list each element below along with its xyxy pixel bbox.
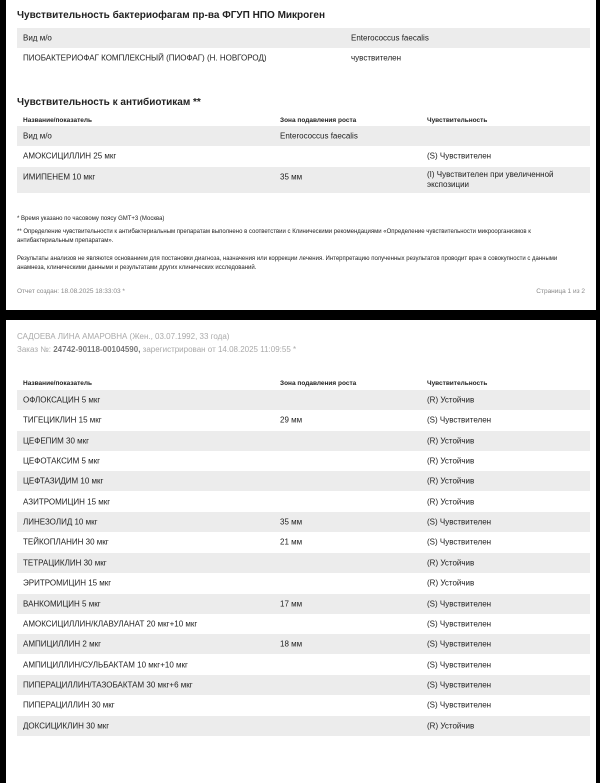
table-row bbox=[17, 512, 590, 532]
row-sensitivity: (R) Устойчив bbox=[427, 436, 475, 446]
table-row bbox=[17, 471, 590, 491]
table-row bbox=[17, 573, 590, 593]
table-row bbox=[17, 675, 590, 695]
row-name: АМОКСИЦИЛЛИН/КЛАВУЛАНАТ 20 мкг+10 мкг bbox=[23, 619, 198, 629]
row-sensitivity: (S) Чувствителен bbox=[427, 680, 492, 690]
phage-row-name: ПИОБАКТЕРИОФАГ КОМПЛЕКСНЫЙ (ПИОФАГ) (Н. НОВГОРОД) bbox=[23, 53, 267, 63]
row-sensitivity: (R) Устойчив bbox=[427, 395, 475, 405]
row-sensitivity: (S) Чувствителен bbox=[427, 537, 492, 547]
order-registered: зарегистрирован от 14.08.2025 11:09:55 * bbox=[140, 345, 297, 354]
row-name: АМПИЦИЛЛИН/СУЛЬБАКТАМ 10 мкг+10 мкг bbox=[23, 660, 188, 670]
row-sensitivity: (S) Чувствителен bbox=[427, 639, 492, 649]
row-name: ЦЕФОТАКСИМ 5 мкг bbox=[23, 456, 101, 466]
table-row bbox=[17, 614, 590, 634]
header-zone: Зона подавления роста bbox=[280, 117, 357, 124]
footnote-guidelines: ** Определение чувствительности к антибактериальным препаратам выполнено в соответствии с Клиническими рекомендациями «Определение чувствительности микроорганизмов к антибактериальным препаратам». bbox=[17, 229, 531, 244]
row-name: ЦЕФТАЗИДИМ 10 мкг bbox=[23, 476, 104, 486]
table-row bbox=[17, 695, 590, 715]
row-name: ПИПЕРАЦИЛЛИН 30 мкг bbox=[23, 700, 115, 710]
row-name: ЦЕФЕПИМ 30 мкг bbox=[23, 436, 90, 446]
row-name: ПИПЕРАЦИЛЛИН/ТАЗОБАКТАМ 30 мкг+6 мкг bbox=[23, 680, 193, 690]
row-name: ИМИПЕНЕМ 10 мкг bbox=[23, 172, 96, 182]
row-name: ДОКСИЦИКЛИН 30 мкг bbox=[23, 721, 110, 731]
order-number: 24742-90118-00104590, bbox=[53, 345, 141, 354]
row-sensitivity: (R) Устойчив bbox=[427, 721, 475, 731]
row-name: ВАНКОМИЦИН 5 мкг bbox=[23, 599, 101, 608]
table-row bbox=[17, 532, 590, 552]
row-zone: 17 мм bbox=[280, 599, 303, 608]
table-row bbox=[17, 390, 590, 410]
header-zone: Зона подавления роста bbox=[280, 380, 357, 387]
table-row bbox=[17, 634, 590, 654]
row-name: АМОКСИЦИЛЛИН 25 мкг bbox=[23, 151, 117, 161]
row-name: ТЕЙКОПЛАНИН 30 мкг bbox=[23, 537, 109, 547]
row-name: ТЕТРАЦИКЛИН 30 мкг bbox=[23, 558, 107, 568]
header-sensitivity: Чувствительность bbox=[427, 117, 488, 124]
row-zone: 35 мм bbox=[280, 517, 303, 527]
row-name: ОФЛОКСАЦИН 5 мкг bbox=[23, 395, 101, 405]
header-name: Название/показатель bbox=[23, 117, 93, 124]
phage-section-title: Чувствительность бактериофагам пр-ва ФГУП НПО Микроген bbox=[17, 10, 326, 21]
phage-row-value: Enterococcus faecalis bbox=[351, 33, 429, 43]
table-row bbox=[17, 126, 590, 146]
phage-row-name: Вид м/о bbox=[23, 33, 52, 43]
table-row bbox=[17, 594, 590, 614]
phage-row-value: чувствителен bbox=[351, 53, 402, 63]
row-sensitivity: (R) Устойчив bbox=[427, 497, 475, 507]
phage-row bbox=[17, 48, 590, 68]
row-sensitivity: (S) Чувствителен bbox=[427, 700, 492, 710]
row-sensitivity: (S) Чувствителен bbox=[427, 660, 492, 670]
row-sensitivity: (S) Чувствителен bbox=[427, 599, 492, 608]
order-label: Заказ №: bbox=[17, 345, 54, 354]
row-sensitivity: (R) Устойчив bbox=[427, 476, 475, 486]
row-zone: 29 мм bbox=[280, 415, 303, 425]
row-sensitivity: (S) Чувствителен bbox=[427, 517, 492, 527]
report-page-1 bbox=[6, 0, 596, 310]
row-sensitivity: (R) Устойчив bbox=[427, 578, 475, 588]
row-zone: 35 мм bbox=[280, 172, 303, 182]
table-row bbox=[17, 716, 590, 736]
row-name: Вид м/о bbox=[23, 131, 52, 141]
table-row bbox=[17, 553, 590, 573]
row-sensitivity: (R) Устойчив bbox=[427, 456, 475, 466]
phage-row bbox=[17, 28, 590, 48]
row-sensitivity: (S) Чувствителен bbox=[427, 619, 492, 629]
disclaimer: Результаты анализов не являются основанием для постановки диагноза, назначения или коррекции лечения. Интерпретацию полученных результатов проводит врач в совокупности с данными анамнеза, клиническими данными и результатами других клинических исследований. bbox=[17, 256, 558, 271]
row-zone: Enterococcus faecalis bbox=[280, 131, 358, 141]
report-created: Отчет создан: 18.08.2025 18:33:03 * bbox=[17, 288, 125, 295]
report-page-2 bbox=[6, 320, 596, 783]
row-name: АМПИЦИЛЛИН 2 мкг bbox=[23, 639, 102, 649]
footnote-timezone: * Время указано по часовому поясу GMT+3 (Москва) bbox=[17, 216, 165, 222]
row-name: ТИГЕЦИКЛИН 15 мкг bbox=[23, 415, 102, 425]
table-row bbox=[17, 146, 590, 166]
table-row bbox=[17, 655, 590, 675]
row-sensitivity: (I) Чувствителен при увеличенной экспозиции bbox=[427, 170, 554, 189]
antibiotic-section-title: Чувствительность к антибиотикам ** bbox=[17, 97, 201, 108]
row-sensitivity: (S) Чувствителен bbox=[427, 415, 492, 425]
row-zone: 18 мм bbox=[280, 639, 303, 649]
order-info bbox=[17, 345, 296, 354]
table-row bbox=[17, 492, 590, 512]
table-row bbox=[17, 410, 590, 430]
table-row bbox=[17, 431, 590, 451]
row-zone: 21 мм bbox=[280, 537, 303, 547]
row-sensitivity: (R) Устойчив bbox=[427, 558, 475, 568]
row-name: ЭРИТРОМИЦИН 15 мкг bbox=[23, 578, 112, 588]
table-header bbox=[17, 377, 590, 391]
row-sensitivity: (S) Чувствителен bbox=[427, 151, 492, 161]
row-name: ЛИНЕЗОЛИД 10 мкг bbox=[23, 517, 98, 527]
page-number: Страница 1 из 2 bbox=[536, 288, 585, 295]
table-row bbox=[17, 167, 590, 193]
table-row bbox=[17, 451, 590, 471]
patient-info: САДОЕВА ЛИНА АМАРОВНА (Жен., 03.07.1992, 33 года) bbox=[17, 332, 230, 341]
row-name: АЗИТРОМИЦИН 15 мкг bbox=[23, 497, 111, 507]
header-name: Название/показатель bbox=[23, 380, 93, 387]
header-sensitivity: Чувствительность bbox=[427, 380, 488, 387]
